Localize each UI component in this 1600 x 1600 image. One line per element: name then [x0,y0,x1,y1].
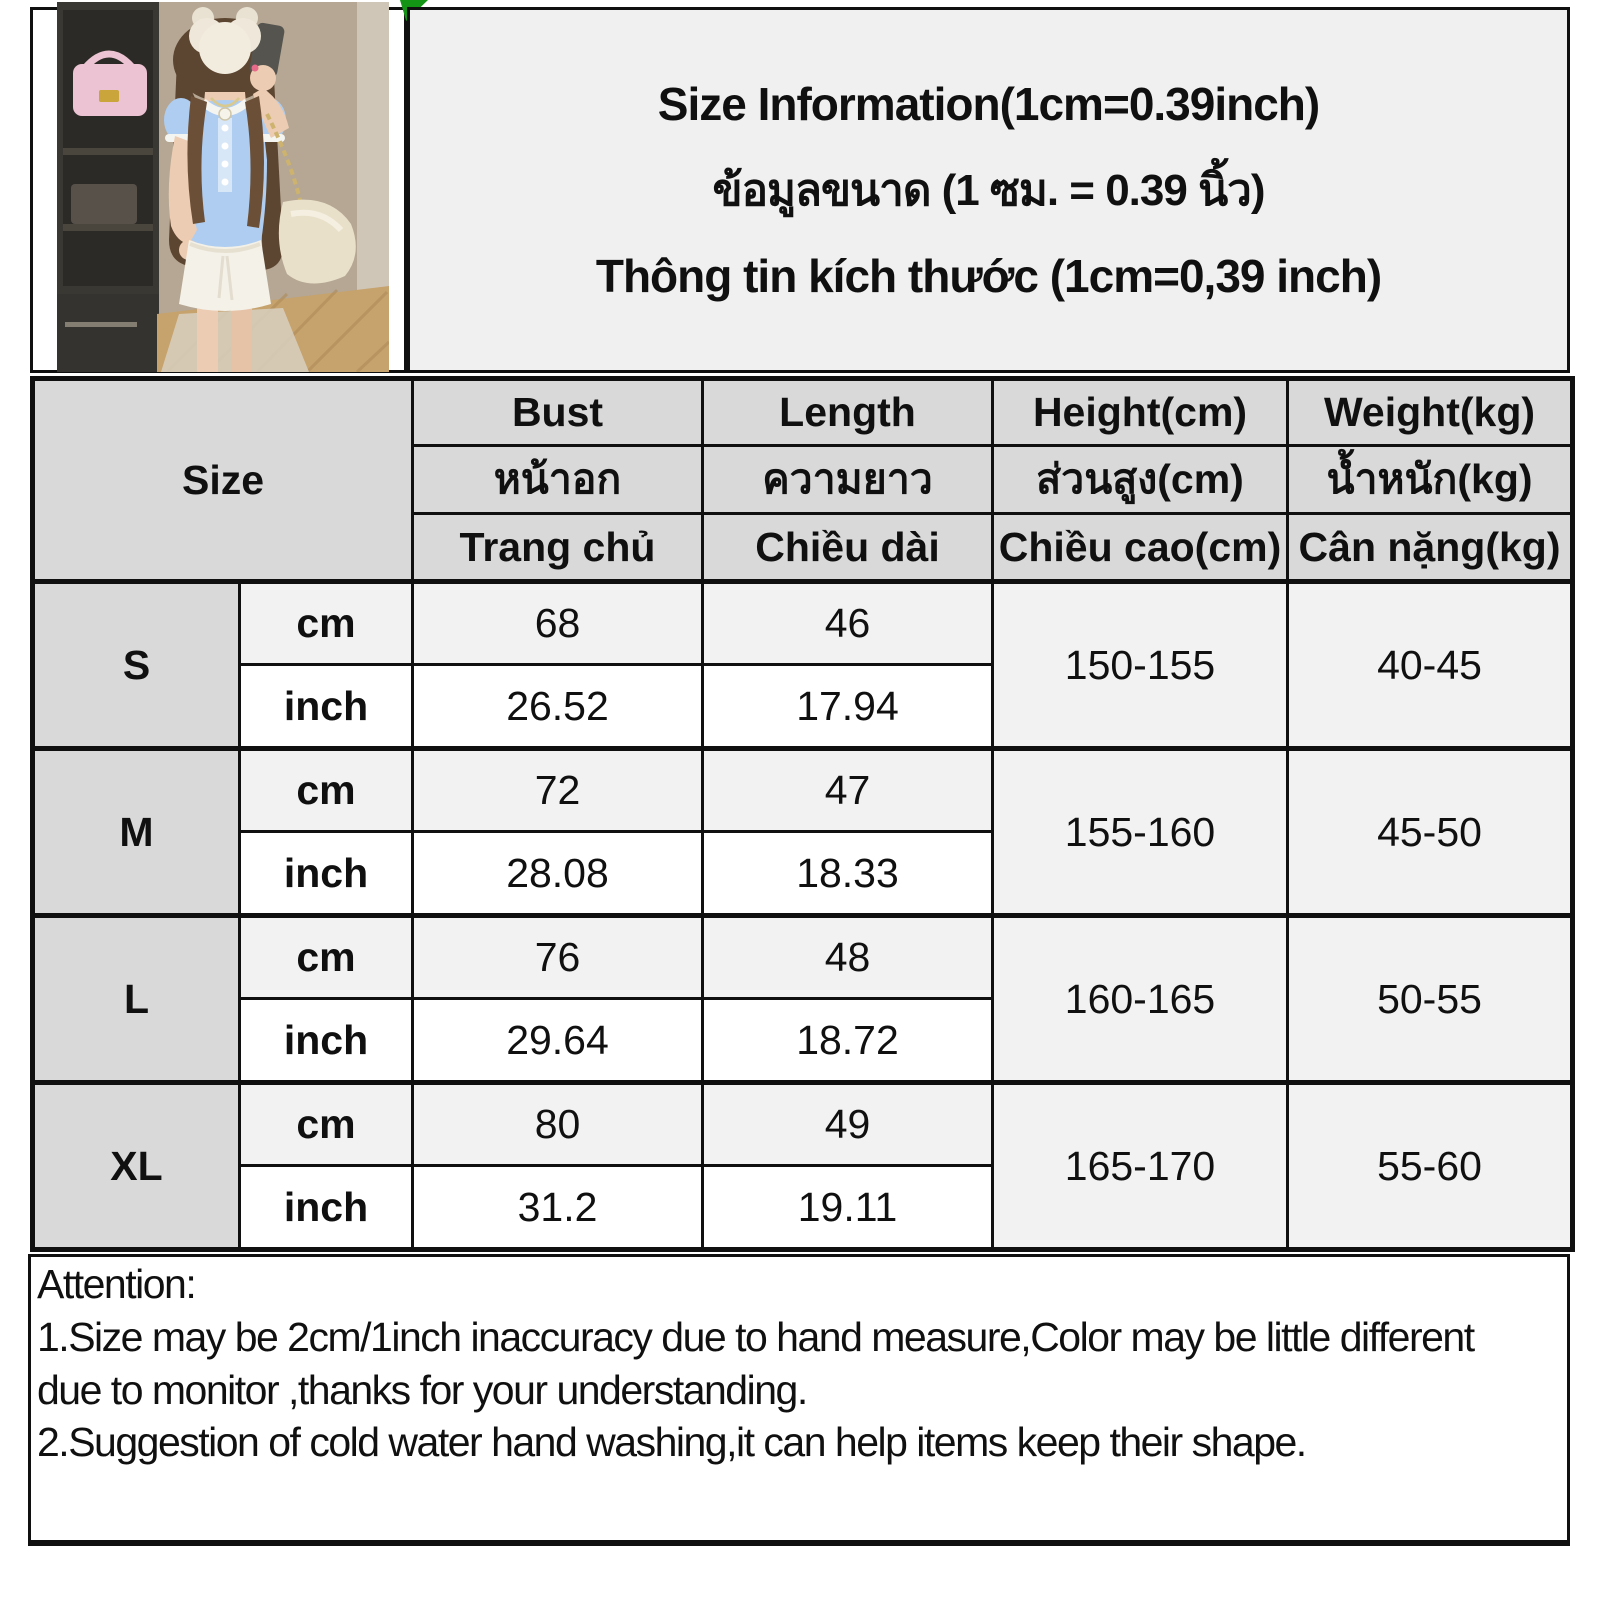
col-header-height-en: Height(cm) [993,379,1288,446]
attention-heading: Attention: [37,1261,196,1307]
unit-cm: cm [240,1083,413,1166]
m-length-cm: 47 [703,749,993,832]
row-s-cm [33,582,1573,665]
title-thai: ข้อมูลขนาด (1 ซม. = 0.39 นิ้ว) [712,166,1265,215]
product-photo [30,7,407,373]
col-header-weight-vi: Cân nặng(kg) [1288,514,1573,582]
unit-inch: inch [240,1166,413,1250]
unit-cm: cm [240,916,413,999]
m-bust-cm: 72 [413,749,703,832]
white-skirt [179,240,271,311]
size-table [30,376,1575,1252]
l-height-range: 160-165 [993,916,1288,1083]
m-bust-inch: 28.08 [413,832,703,916]
xl-length-cm: 49 [703,1083,993,1166]
s-weight-range: 40-45 [1288,582,1573,749]
attention-note-1b: due to monitor ,thanks for your understanding. [37,1366,807,1413]
xl-bust-inch: 31.2 [413,1166,703,1250]
unit-inch: inch [240,999,413,1083]
col-header-weight-en: Weight(kg) [1288,379,1573,446]
size-label-xl: XL [33,1083,240,1250]
row-xl-cm [33,1083,1573,1166]
col-header-bust-vi: Trang chủ [413,514,703,582]
xl-height-range: 165-170 [993,1083,1288,1250]
l-length-cm: 48 [703,916,993,999]
s-length-inch: 17.94 [703,665,993,749]
s-height-range: 150-155 [993,582,1288,749]
size-column-header: Size [33,379,413,582]
row-m-cm [33,749,1573,832]
s-length-cm: 46 [703,582,993,665]
unit-inch: inch [240,832,413,916]
l-length-inch: 18.72 [703,999,993,1083]
product-photo-illustration [57,2,389,372]
col-header-bust-th: หน้าอก [413,446,703,514]
title-english: Size Information(1cm=0.39inch) [657,78,1320,130]
size-label-m: M [33,749,240,916]
col-header-length-vi: Chiều dài [703,514,993,582]
s-bust-inch: 26.52 [413,665,703,749]
header-row-english [33,379,1573,446]
col-header-height-th: ส่วนสูง(cm) [993,446,1288,514]
s-bust-cm: 68 [413,582,703,665]
l-weight-range: 50-55 [1288,916,1573,1083]
l-bust-inch: 29.64 [413,999,703,1083]
unit-cm: cm [240,749,413,832]
m-height-range: 155-160 [993,749,1288,916]
title-vietnamese: Thông tin kích thước (1cm=0,39 inch) [595,250,1382,302]
row-l-cm [33,916,1573,999]
col-header-length-th: ความยาว [703,446,993,514]
xl-weight-range: 55-60 [1288,1083,1573,1250]
attention-note-2: 2.Suggestion of cold water hand washing,it can help items keep their shape. [37,1419,1306,1466]
col-header-height-vi: Chiều cao(cm) [993,514,1288,582]
col-header-weight-th: น้ำหนัก(kg) [1288,446,1573,514]
size-label-l: L [33,916,240,1083]
l-bust-cm: 76 [413,916,703,999]
unit-inch: inch [240,665,413,749]
attention-box [28,1254,1570,1546]
m-weight-range: 45-50 [1288,749,1573,916]
attention-note-1: 1.Size may be 2cm/1inch inaccuracy due to hand measure,Color may be little different [37,1313,1474,1360]
xl-bust-cm: 80 [413,1083,703,1166]
legs [197,302,218,372]
size-label-s: S [33,582,240,749]
col-header-length-en: Length [703,379,993,446]
col-header-bust-en: Bust [413,379,703,446]
m-length-inch: 18.33 [703,832,993,916]
title-box [407,7,1570,373]
unit-cm: cm [240,582,413,665]
xl-length-inch: 19.11 [703,1166,993,1250]
